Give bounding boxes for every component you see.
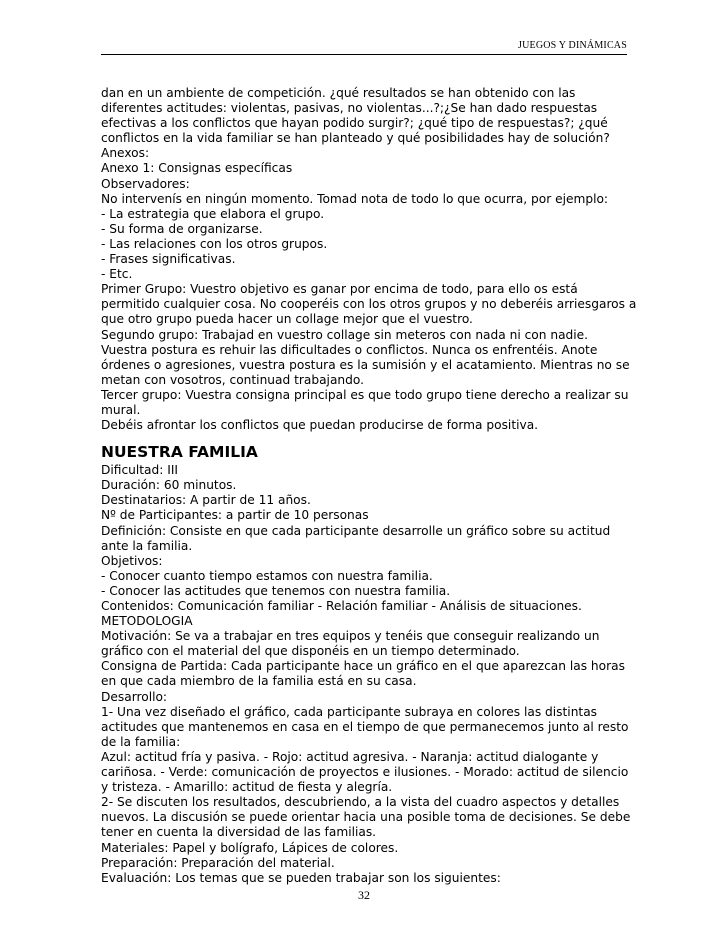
text-line: metan con vosotros, continuad trabajando. [101, 372, 364, 387]
text-line: dan en un ambiente de competición. ¿qué resultados se han obtenido con las [101, 86, 576, 100]
text-line: tener en cuenta la diversidad de las familias. [101, 825, 377, 840]
text-line: ante la familia. [101, 538, 193, 553]
text-line: y tristeza. - Amarillo: actitud de fiesta y alegría. [101, 780, 393, 795]
text-line: Anexo 1: Consignas específicas [101, 161, 293, 176]
text-line: efectivas a los conflictos que hayan podido surgir?; ¿qué tipo de respuestas?; ¿qué [101, 116, 608, 131]
text-line: - Conocer las actitudes que tenemos con nuestra familia. [101, 583, 451, 598]
running-header: JUEGOS Y DINÁMICAS [518, 40, 627, 51]
text-line: Evaluación: Los temas que se pueden trabajar son los siguientes: [101, 870, 501, 885]
text-line: Preparación: Preparación del material. [101, 855, 335, 870]
text-line: - Etc. [101, 267, 133, 282]
section-title: NUESTRA FAMILIA [101, 443, 258, 462]
text-line: permitido cualquier cosa. No cooperéis con los otros grupos y no deberéis arriesgaros a [101, 297, 637, 312]
text-line: METODOLOGIA [101, 614, 193, 629]
text-line: mural. [101, 402, 141, 417]
text-line: Debéis afrontar los conflictos que puedan producirse de forma positiva. [101, 418, 539, 433]
text-line: actitudes que mantenemos en casa en el tiempo de que permanecemos junto al resto [101, 719, 629, 734]
text-line: Vuestra postura es rehuir las dificultades o conflictos. Nunca os enfrentéis. Anote [101, 342, 598, 357]
text-line: - Su forma de organizarse. [101, 221, 263, 236]
text-line: Nº de Participantes: a partir de 10 personas [101, 508, 369, 523]
text-line: Duración: 60 minutos. [101, 478, 237, 493]
text-line: 2- Se discuten los resultados, descubriendo, a la vista del cuadro aspectos y detalles [101, 795, 620, 810]
text-line: nuevos. La discusión se puede orientar hacia una posible toma de decisiones. Se debe [101, 810, 631, 825]
text-line: Anexos: [101, 146, 150, 161]
text-line: Definición: Consiste en que cada participante desarrolle un gráfico sobre su actitud [101, 523, 611, 538]
text-line: - La estrategia que elabora el grupo. [101, 206, 325, 221]
text-line: Observadores: [101, 176, 190, 191]
text-line: Contenidos: Comunicación familiar - Relación familiar - Análisis de situaciones. [101, 599, 582, 613]
page-number: 32 [358, 888, 370, 902]
text-line: en que cada miembro de la familia está en su casa. [101, 674, 417, 689]
text-line: - Conocer cuanto tiempo estamos con nuestra familia. [101, 568, 433, 583]
page-body [101, 86, 637, 886]
text-line: órdenes o agresiones, vuestra postura es la sumisión y el acatamiento. Mientras no se [101, 357, 630, 372]
text-line: Desarrollo: [101, 689, 168, 704]
text-line: Tercer grupo: Vuestra consigna principal es que todo grupo tiene derecho a realizar su [101, 387, 629, 402]
text-line: Azul: actitud fría y pasiva. - Rojo: actitud agresiva. - Naranja: actitud dialogante y [101, 749, 599, 764]
text-line: Primer Grupo: Vuestro objetivo es ganar por encima de todo, para ello os está [101, 282, 578, 297]
header-rule [101, 54, 627, 55]
text-line: - Las relaciones con los otros grupos. [101, 236, 328, 251]
text-line: Objetivos: [101, 553, 163, 568]
text-line: - Frases significativas. [101, 252, 236, 267]
text-line: Consigna de Partida: Cada participante hace un gráfico en el que aparezcan las horas [101, 659, 625, 674]
text-line: Materiales: Papel y bolígrafo, Lápices de colores. [101, 840, 399, 855]
text-line: conflictos en la vida familiar se han planteado y qué posibilidades hay de solución? [101, 131, 610, 146]
text-line: Destinatarios: A partir de 11 años. [101, 493, 311, 508]
text-line: Dificultad: III [101, 463, 179, 478]
section-continuation [101, 86, 637, 433]
text-line: gráfico con el material del que disponéis en un tiempo determinado. [101, 644, 520, 659]
section-nuestra-familia [101, 463, 631, 886]
text-line: 1- Una vez diseñado el gráfico, cada participante subraya en colores las distintas [101, 704, 598, 719]
text-line: Segundo grupo: Trabajad en vuestro collage sin meteros con nada ni con nadie. [101, 327, 589, 342]
text-line: de la familia: [101, 734, 181, 749]
text-line: diferentes actitudes: violentas, pasivas, no violentas...?;¿Se han dado respuestas [101, 101, 598, 116]
text-line: Motivación: Se va a trabajar en tres equipos y tenéis que conseguir realizando un [101, 629, 600, 644]
text-line: cariñosa. - Verde: comunicación de proyectos e ilusiones. - Morado: actitud de silencio [101, 765, 629, 780]
text-line: No intervenís en ningún momento. Tomad nota de todo lo que ocurra, por ejemplo: [101, 191, 609, 206]
text-line: que otro grupo pueda hacer un collage mejor que el vuestro. [101, 312, 473, 327]
